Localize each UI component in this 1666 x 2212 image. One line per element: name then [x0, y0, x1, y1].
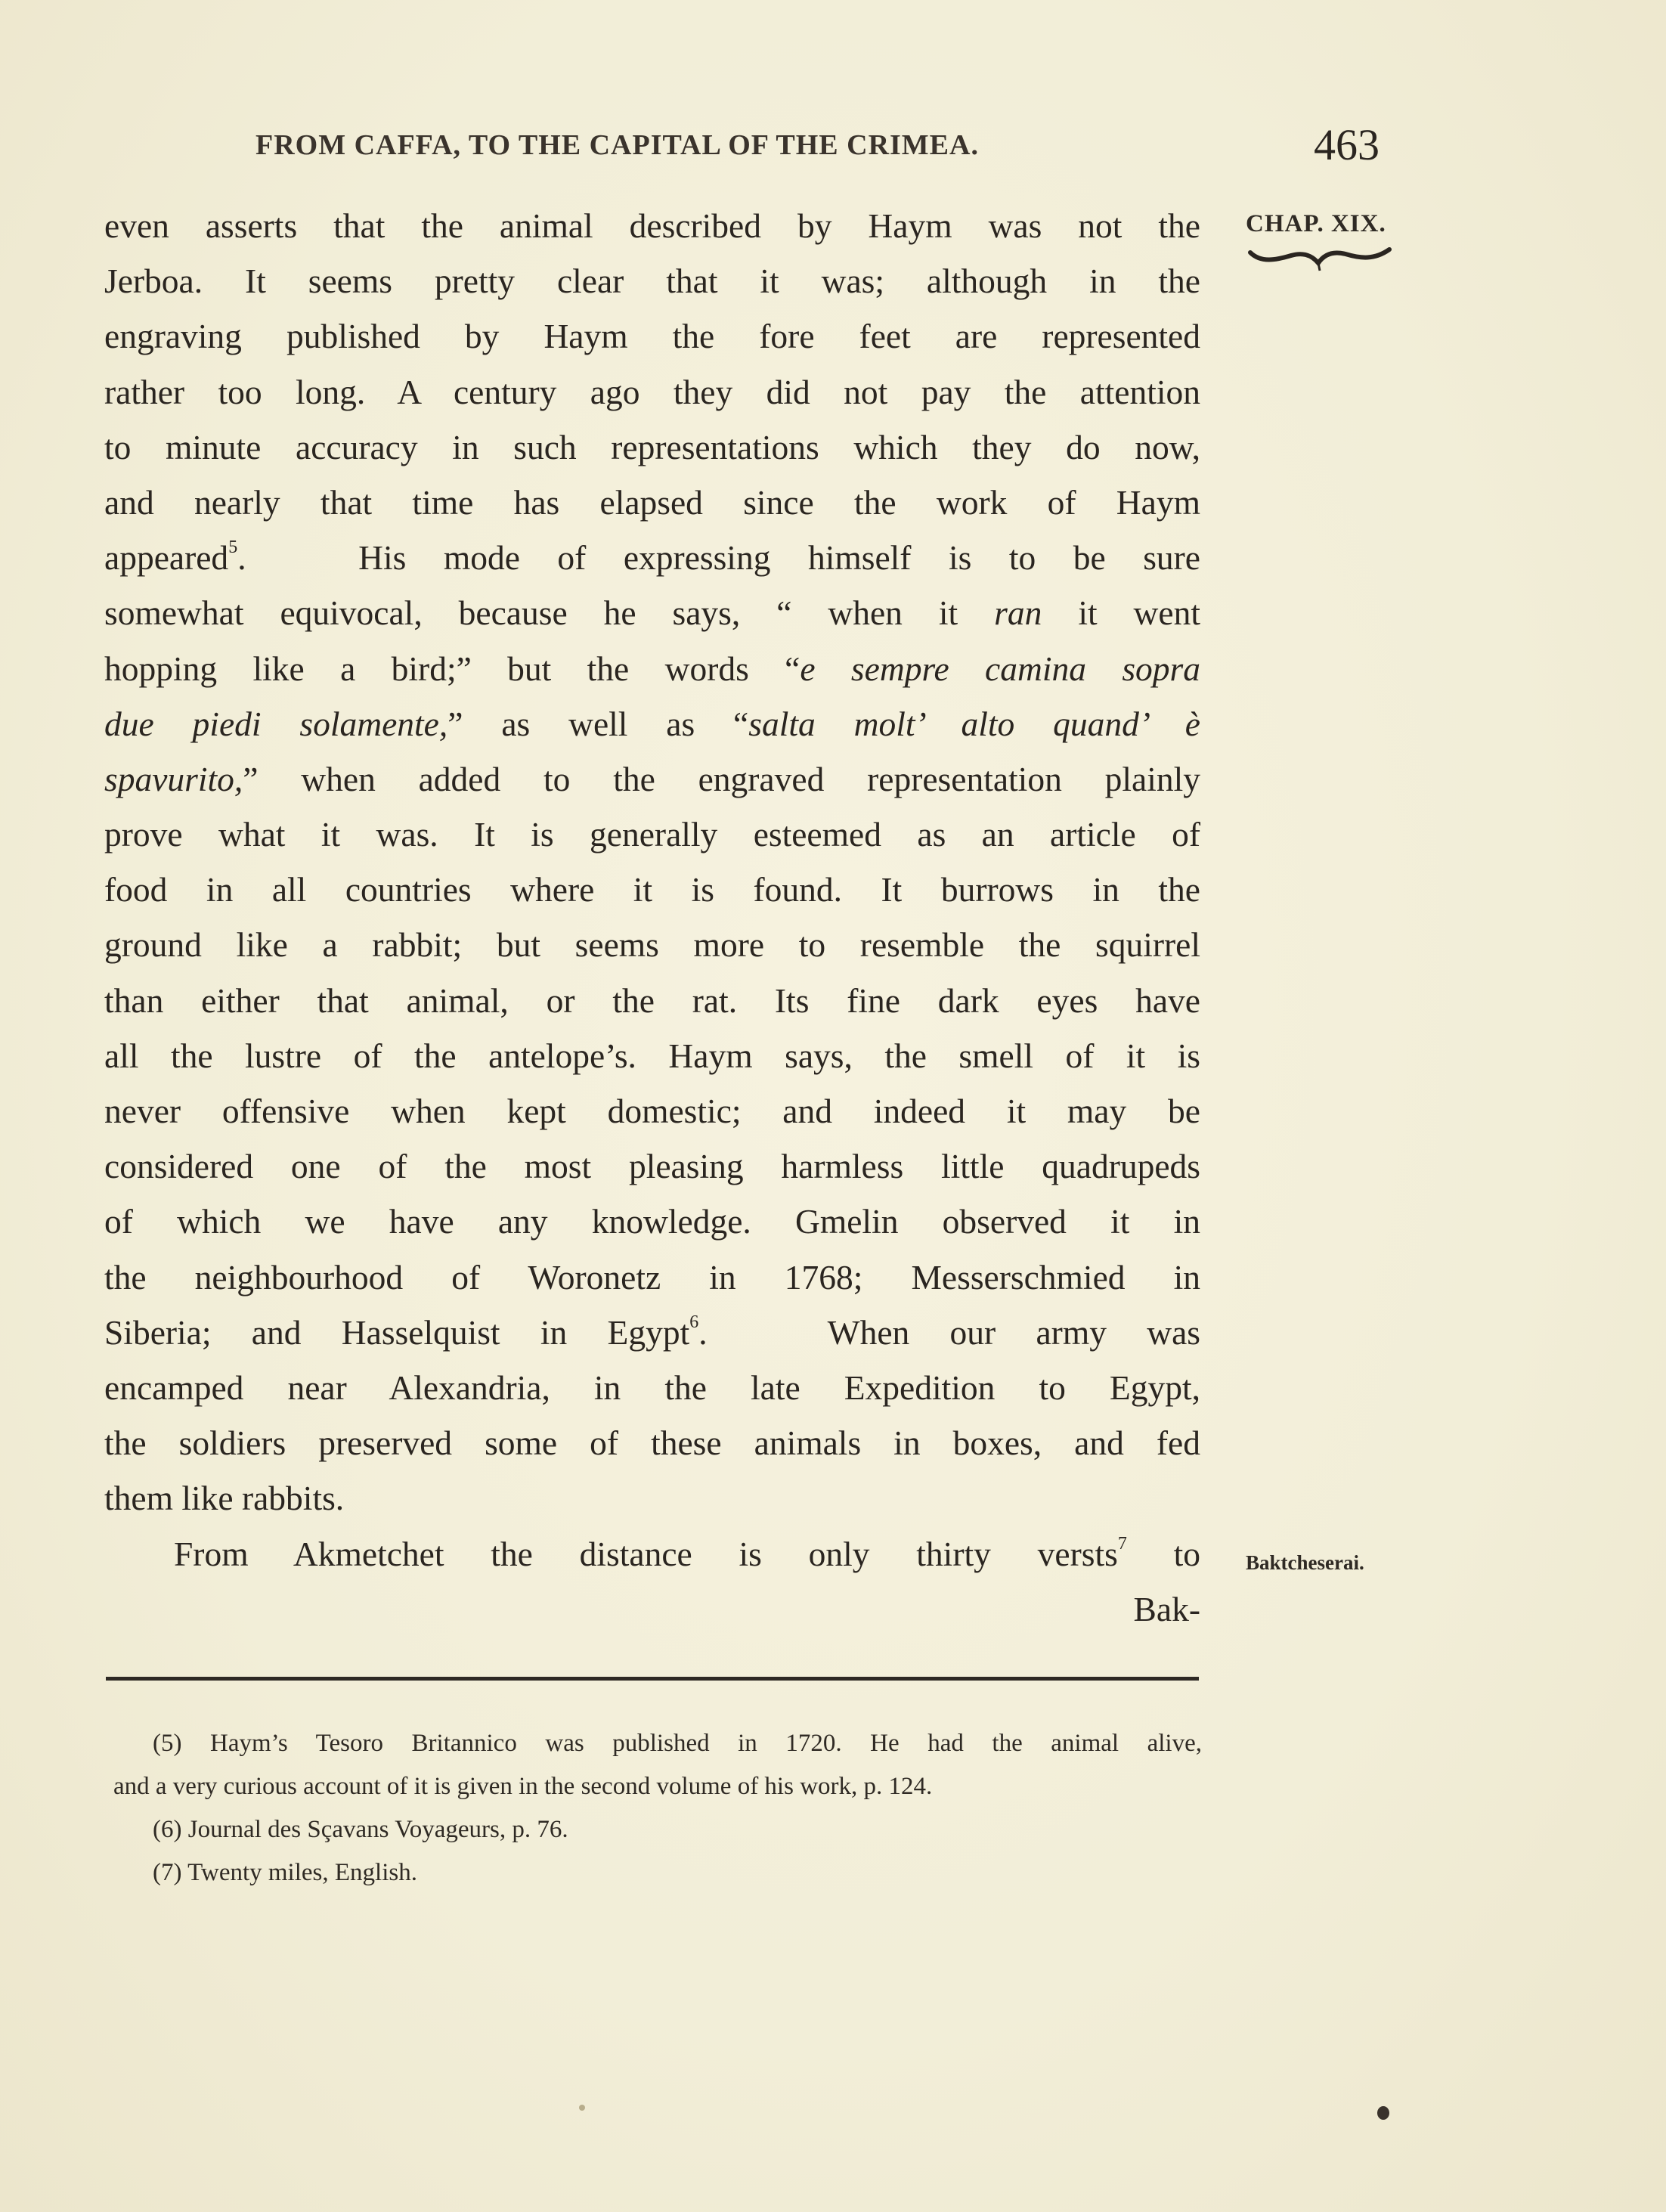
text-line: and nearly that time has elapsed since the work of Haym — [104, 482, 1200, 522]
text-fragment: ” as well as “ — [447, 704, 749, 743]
footnote-5: (5) Haym’s Tesoro Britannico was published in 1720. He had the animal alive, — [153, 1730, 1202, 1757]
ink-speck — [579, 2105, 585, 2111]
ink-speck — [1377, 2106, 1389, 2120]
text-line: engraving published by Haym the fore feet are represented — [104, 317, 1200, 356]
italic-phrase: salta molt’ alto quand’ è — [748, 704, 1200, 743]
text-line: ground like a rabbit; but seems more to resemble the squirrel — [104, 925, 1200, 965]
footnote-7: (7) Twenty miles, English. — [153, 1859, 417, 1886]
footnote-5-continued: and a very curious account of it is given in the second volume of his work, p. 124. — [113, 1773, 933, 1800]
text-line: even asserts that the animal described by Haym was not the — [104, 206, 1200, 245]
text-fragment: to — [1173, 1534, 1200, 1573]
text-line — [104, 585, 1200, 640]
text-line: considered one of the most pleasing harmless little quadrupeds — [104, 1147, 1200, 1186]
side-note: Baktcheserai. — [1246, 1551, 1364, 1574]
text-line — [104, 696, 1200, 751]
italic-phrase: ran — [994, 593, 1042, 633]
text-line: than either that animal, or the rat. Its fine dark eyes have — [104, 981, 1200, 1020]
text-line: food in all countries where it is found. It burrows in the — [104, 870, 1200, 909]
text-fragment: His mode of expressing himself is to be sure — [358, 538, 1200, 578]
text-line — [104, 1305, 1200, 1360]
text-line — [104, 530, 1200, 585]
page-number: 463 — [1314, 120, 1380, 169]
text-fragment: Siberia; and Hasselquist in Egypt — [104, 1312, 690, 1352]
text-line: encamped near Alexandria, in the late Expedition to Egypt, — [104, 1368, 1200, 1407]
footnote-ref-6: 6 — [689, 1312, 699, 1332]
text-line: all the lustre of the antelope’s. Haym says, the smell of it is — [104, 1036, 1200, 1075]
text-fragment: hopping like a bird;” but the words “ — [104, 649, 800, 688]
text-fragment: somewhat equivocal, because he says, “ when it — [104, 593, 958, 633]
body-text — [104, 198, 1200, 1637]
italic-phrase: e sempre camina sopra — [800, 649, 1200, 688]
footnotes — [113, 1722, 1202, 1894]
text-line: them like rabbits. — [104, 1479, 345, 1518]
text-line — [104, 751, 1200, 807]
text-fragment: . — [237, 538, 246, 578]
text-fragment: it went — [1078, 593, 1201, 633]
text-fragment: . — [698, 1312, 708, 1352]
chapter-marginal-note: CHAP. XIX. — [1246, 210, 1386, 237]
text-fragment: ” when added to the engraved representation plainly — [243, 759, 1200, 798]
text-line: the neighbourhood of Woronetz in 1768; Messerschmied in — [104, 1257, 1200, 1297]
text-line — [104, 641, 1200, 696]
text-line: never offensive when kept domestic; and indeed it may be — [104, 1092, 1200, 1130]
text-line: prove what it was. It is generally esteemed as an article of — [104, 815, 1200, 854]
text-fragment: From Akmetchet the distance is only thirty versts — [174, 1534, 1118, 1573]
running-head: FROM CAFFA, TO THE CAPITAL OF THE CRIMEA. — [255, 129, 979, 161]
footnote-ref-7: 7 — [1117, 1533, 1127, 1554]
catchword: Bak- — [1133, 1589, 1200, 1628]
text-line — [104, 1526, 1200, 1582]
footnote-rule — [106, 1677, 1199, 1681]
text-line: to minute accuracy in such representations which they do now, — [104, 427, 1200, 466]
footnote-ref-5: 5 — [228, 538, 238, 558]
text-line: the soldiers preserved some of these animals in boxes, and fed — [104, 1424, 1200, 1463]
text-line: Jerboa. It seems pretty clear that it was; although in the — [104, 262, 1200, 301]
text-line: rather too long. A century ago they did not pay the attention — [104, 372, 1200, 411]
italic-phrase: due piedi solamente, — [104, 704, 448, 743]
footnote-6: (6) Journal des Sçavans Voyageurs, p. 76. — [153, 1816, 568, 1843]
text-fragment: When our army was — [827, 1312, 1201, 1352]
text-line: of which we have any knowledge. Gmelin observed it in — [104, 1202, 1200, 1241]
text-fragment: appeared — [104, 538, 229, 578]
italic-phrase: spavurito, — [104, 759, 243, 798]
brace-ornament-icon — [1246, 243, 1394, 274]
